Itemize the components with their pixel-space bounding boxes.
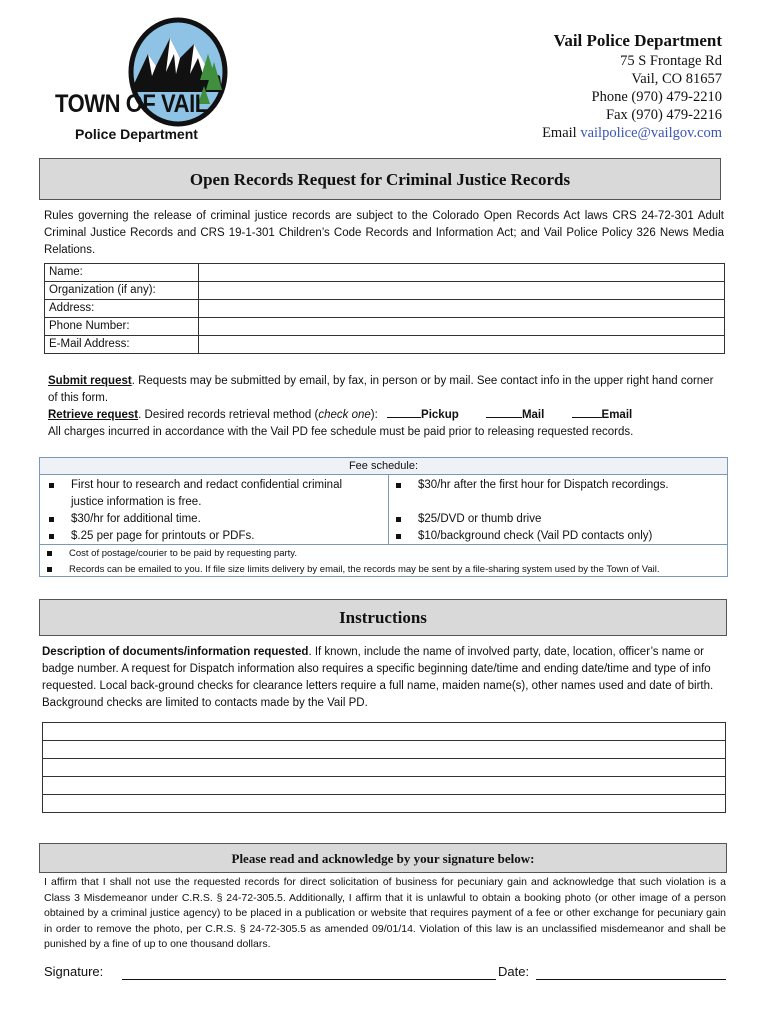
bullet-icon bbox=[49, 534, 54, 539]
field-row-address bbox=[45, 300, 725, 318]
field-row-organization bbox=[45, 282, 725, 300]
description-paragraph bbox=[42, 644, 714, 712]
date-field[interactable] bbox=[536, 978, 726, 980]
requester-info-table bbox=[44, 263, 725, 354]
bullet-icon bbox=[47, 567, 52, 572]
bullet-icon bbox=[49, 483, 54, 488]
field-row-name bbox=[45, 264, 725, 282]
acknowledgement-title: Please read and acknowledge by your signature below: bbox=[39, 843, 727, 873]
charges-text: All charges incurred in accordance with the Vail PD fee schedule must be paid prior to releasing requested records. bbox=[48, 426, 634, 438]
fee-item: $30/hr after the first hour for Dispatch recordings. bbox=[418, 477, 718, 494]
retrieve-heading: Retrieve request bbox=[48, 409, 139, 421]
form-title: Open Records Request for Criminal Justice Records bbox=[39, 158, 721, 200]
field-label: E-Mail Address: bbox=[45, 336, 199, 354]
description-line-1[interactable] bbox=[43, 723, 726, 741]
check-one-text: check one bbox=[318, 409, 371, 421]
bullet-icon bbox=[396, 517, 401, 522]
description-line-5[interactable] bbox=[43, 795, 726, 813]
description-line-2[interactable] bbox=[43, 741, 726, 759]
field-label: Address: bbox=[45, 300, 199, 318]
field-label: Name: bbox=[45, 264, 199, 282]
retrieve-text: . Desired records retrieval method ( bbox=[138, 409, 319, 421]
address-input[interactable] bbox=[199, 300, 725, 318]
field-row-email bbox=[45, 336, 725, 354]
field-label: Phone Number: bbox=[45, 318, 199, 336]
organization-input[interactable] bbox=[199, 282, 725, 300]
fee-item: First hour to research and redact confidential criminal justice information is free. bbox=[71, 477, 371, 511]
fee-item: $25/DVD or thumb drive bbox=[418, 511, 718, 528]
acknowledgement-text: I affirm that I shall not use the requested records for direct solicitation of business for pecuniary gain and acknowledge that such violation is a Class 3 Misdemeanor under C.R.S. § 24-72-305.5. Additionally, I affirm that it is unlawful to obtain a booking photo (or other image of a person obtained by a criminal justice agency) to be placed in a publication or website that requires payment of a fee or other exchange for pecuniary gain in order to remove the photo, per C.R.S. § 24-72-305.5 as amended 09/01/14. Violation of this law is an unclassified misdemeanor and shall be punished by a fine of up to one thousand dollars. bbox=[44, 876, 726, 950]
date-label: Date: bbox=[498, 964, 530, 979]
fee-item: Records can be emailed to you. If file size limits delivery by email, the records may be sent by a file-sharing system used by the Town of Vail. bbox=[69, 561, 729, 578]
email-line bbox=[542, 124, 722, 142]
logo-town-text: TOWN OF VAIL bbox=[55, 90, 208, 118]
field-row-phone bbox=[45, 318, 725, 336]
logo-dept-text: Police Department bbox=[75, 126, 198, 142]
city-state-zip: Vail, CO 81657 bbox=[631, 71, 722, 87]
fee-item: Cost of postage/courier to be paid by requesting party. bbox=[69, 545, 719, 562]
field-label: Organization (if any): bbox=[45, 282, 199, 300]
submit-paragraph bbox=[48, 373, 724, 407]
description-heading: Description of documents/information requested bbox=[42, 646, 309, 658]
phone-number: Phone (970) 479-2210 bbox=[591, 89, 722, 105]
email-option-label: Email bbox=[601, 409, 633, 421]
fax-number: Fax (970) 479-2216 bbox=[606, 107, 722, 123]
name-input[interactable] bbox=[199, 264, 725, 282]
fee-item: $.25 per page for printouts or PDFs. bbox=[71, 528, 371, 545]
department-name: Vail Police Department bbox=[553, 31, 722, 50]
retrieve-paragraph bbox=[48, 407, 724, 424]
fee-column-divider bbox=[388, 475, 389, 544]
signature-field[interactable] bbox=[122, 978, 496, 980]
contact-block bbox=[542, 30, 722, 142]
submit-text: . Requests may be submitted by email, by fax, in person or by mail. See contact info in the upper right hand corner of this form. bbox=[48, 375, 714, 404]
email-checkbox[interactable] bbox=[572, 407, 602, 418]
fee-item: $30/hr for additional time. bbox=[71, 511, 371, 528]
email-label: Email bbox=[542, 125, 577, 141]
description-line-4[interactable] bbox=[43, 777, 726, 795]
fee-item: $10/background check (Vail PD contacts only) bbox=[418, 528, 718, 545]
submit-heading: Submit request bbox=[48, 375, 132, 387]
bullet-icon bbox=[47, 551, 52, 556]
rules-paragraph: Rules governing the release of criminal justice records are subject to the Colorado Open Records Act laws CRS 24-72-301 Adult Criminal Justice Records and CRS 19-1-301 Children’s Code Records and Information Act; and Vail Police Policy 326 News Media Relations. bbox=[44, 210, 724, 256]
instructions-title: Instructions bbox=[39, 599, 727, 636]
bullet-icon bbox=[49, 517, 54, 522]
mail-label: Mail bbox=[521, 409, 545, 421]
description-line-3[interactable] bbox=[43, 759, 726, 777]
phone-input[interactable] bbox=[199, 318, 725, 336]
description-text: . If known, include the name of involved party, date, location, officer’s name or badge number. A request for Dispatch information also requires a specific beginning date/time and ending date/time and type of info requested. Local back-ground checks for clearance letters require a full name, maiden name(s), other names used and date of birth. Background checks are limited to contacts made by the Vail PD. bbox=[42, 646, 714, 709]
bullet-icon bbox=[396, 534, 401, 539]
description-lines bbox=[42, 722, 726, 813]
fee-schedule-heading: Fee schedule: bbox=[40, 458, 727, 475]
pickup-checkbox[interactable] bbox=[387, 407, 421, 418]
street-address: 75 S Frontage Rd bbox=[620, 53, 722, 69]
retrieve-close: ): bbox=[370, 409, 378, 421]
bullet-icon bbox=[396, 483, 401, 488]
mail-checkbox[interactable] bbox=[486, 407, 522, 418]
email-link[interactable]: vailpolice@vailgov.com bbox=[580, 125, 722, 141]
signature-label: Signature: bbox=[44, 964, 104, 979]
email-input[interactable] bbox=[199, 336, 725, 354]
pickup-label: Pickup bbox=[421, 409, 459, 421]
fee-schedule-box bbox=[39, 457, 728, 577]
